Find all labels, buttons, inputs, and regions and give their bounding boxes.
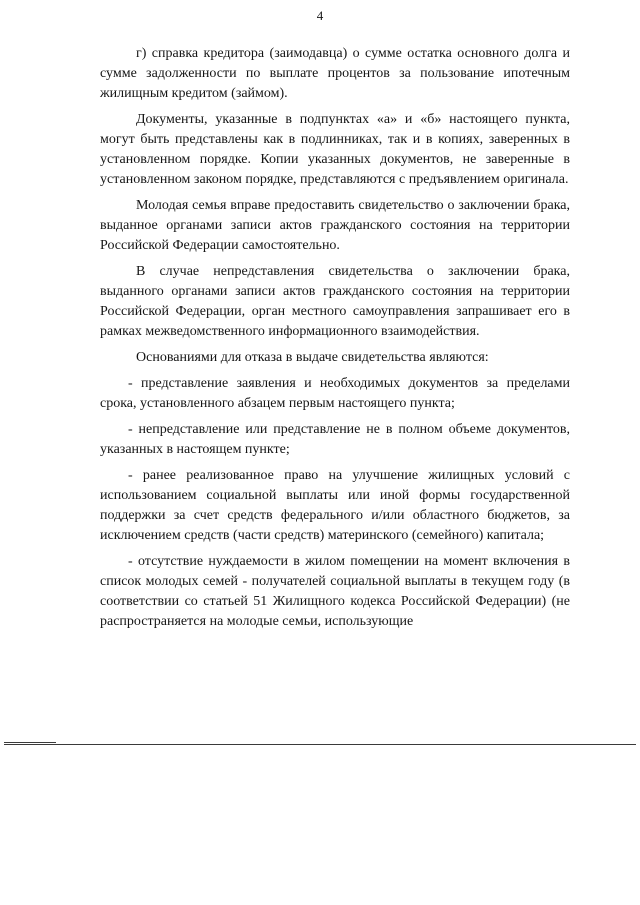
- page-number: 4: [316, 8, 324, 23]
- paragraph-document-copies: Документы, указанные в подпунктах «а» и «б» настоящего пункта, могут быть представлены как в подлинниках, так и в копиях, заверенных в установленном порядке. Копии указанных документов, не заверенные в установленном законом порядке, представляются с предъявлением оригинала.: [100, 112, 570, 187]
- list-item-incomplete-documents: - непредставление или представление не в полном объеме документов, указанных в настоящем пункте;: [100, 422, 570, 457]
- list-item-no-housing-need: - отсутствие нуждаемости в жилом помещении на момент включения в список молодых семей - получателей социальной выплаты в текущем году (в соответствии со статьей 51 Жилищного кодекса Российской Федерации) (не распространяется на молодые семьи, использующие: [100, 554, 570, 629]
- document-body: [100, 44, 570, 638]
- footer-rule: [4, 744, 636, 745]
- footer-rule-short: [4, 742, 56, 743]
- paragraph-marriage-certificate: Молодая семья вправе предоставить свидетельство о заключении брака, выданное органами записи актов гражданского состояния на территории Российской Федерации самостоятельно.: [100, 198, 570, 253]
- paragraph-interagency-request: В случае непредставления свидетельства о заключении брака, выданного органами записи актов гражданского состояния на территории Российской Федерации, орган местного самоуправления запрашивает его в рамках межведомственного информационного взаимодействия.: [100, 264, 570, 339]
- paragraph-refusal-grounds: Основаниями для отказа в выдаче свидетельства являются:: [136, 350, 489, 365]
- paragraph-creditor-certificate: г) справка кредитора (заимодавца) о сумме остатка основного долга и сумме задолженности по выплате процентов за пользование ипотечным жилищным кредитом (займом).: [100, 46, 570, 101]
- list-item-prior-support: - ранее реализованное право на улучшение жилищных условий с использованием социальной выплаты или иной формы государственной поддержки за счет средств федерального и/или областного бюджетов, за исключением средств (части средств) материнского (семейного) капитала;: [100, 468, 570, 543]
- list-item-late-submission: - представление заявления и необходимых документов за пределами срока, установленного абзацем первым настоящего пункта;: [100, 376, 570, 411]
